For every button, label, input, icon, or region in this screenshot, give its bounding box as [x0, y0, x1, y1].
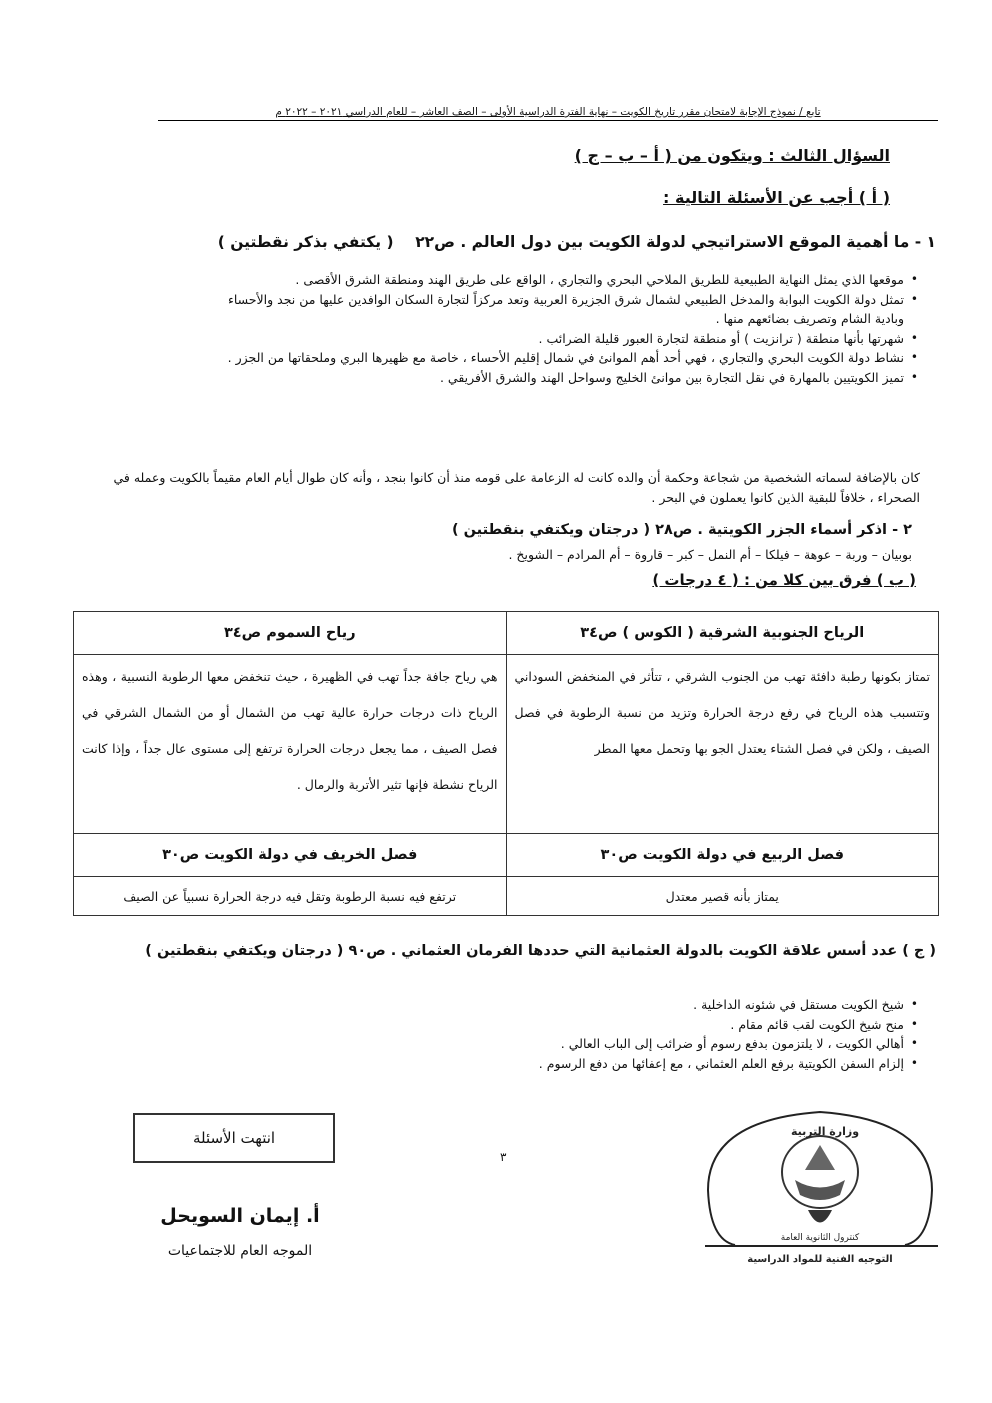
list-item: • منح شيخ الكويت لقب قائم مقام .: [539, 1015, 920, 1035]
table-header: رياح السموم ص٣٤: [74, 612, 507, 655]
q2-answer: بوبيان – وربة – عوهة – فيلكا – أم النمل – كبر – قاروة – أم المرادم – الشويخ .: [508, 547, 912, 562]
list-item: • تميز الكويتيين بالمهارة في نقل التجارة بين موانئ الخليج وسواحل الهند والشرق الأفريقي .: [215, 368, 920, 388]
question-1: ١ - ما أهمية الموقع الاستراتيجي لدولة الكويت بين دول العالم . ص٢٢ ( يكتفي بذكر نقطتين ): [217, 233, 936, 251]
list-item: • شيخ الكويت مستقل في شئونه الداخلية .: [539, 995, 920, 1015]
ministry-stamp-logo: [700, 1100, 940, 1270]
table-row: [74, 834, 939, 877]
end-of-questions-box: [133, 1113, 335, 1163]
list-item: • إلزام السفن الكويتية برفع العلم العثماني ، مع إعفائها من دفع الرسوم .: [539, 1054, 920, 1074]
list-item: • نشاط دولة الكويت البحري والتجاري ، فهي أحد أهم الموانئ في شمال إقليم الأحساء ، خاصة مع ظهيرها البري وملحقاتها من الجزر .: [215, 348, 920, 368]
svg-text:وزارة التربية: وزارة التربية: [790, 1125, 860, 1138]
table-header: فصل الربيع في دولة الكويت ص٣٠: [506, 834, 939, 877]
table-cell: تمتاز بكونها رطبة دافئة تهب من الجنوب الشرقي ، تتأثر في المنخفض السوداني وتتسبب هذه الرياح في رفع درجة الحرارة وتزيد من نسبة الرطوبة في فصل الصيف ، ولكن في فصل الشتاء يعتدل الجو بها وتحمل معها المطر: [506, 655, 939, 834]
part-a-title: ( أ ) أجب عن الأسئلة التالية :: [663, 188, 890, 207]
part-c-answer-list: [539, 995, 920, 1073]
stamp-emblem-icon: [700, 1100, 940, 1270]
section-title: السؤال الثالث : ويتكون من ( أ – ب – ج ): [574, 146, 890, 165]
part-b-title: ( ب ) فرق بين كلا من : ( ٤ درجات ): [652, 571, 916, 589]
question-2: ٢ - اذكر أسماء الجزر الكويتية . ص٢٨ ( درجتان ويكتفي بنقطتين ): [451, 522, 912, 538]
table-header: فصل الخريف في دولة الكويت ص٣٠: [74, 834, 507, 877]
signature-title: الموجه العام للاجتماعيات: [167, 1243, 313, 1259]
table-row: [74, 655, 939, 834]
list-item: • أهالي الكويت ، لا يلتزمون بدفع رسوم أو ضرائب إلى الباب العالي .: [539, 1034, 920, 1054]
q1-paragraph: كان بالإضافة لسماته الشخصية من شجاعة وحكمة أن والده كانت له الزعامة على قومه منذ أن كانوا بنجد ، وأنه كان طوال أيام العام مقيماً بالكويت وعمله في الصحراء ، خلافاً للبقية الذين كانوا يعملون في البحر .: [113, 470, 920, 505]
table-row: [74, 612, 939, 655]
part-c-title: ( ج ) عدد أسس علاقة الكويت بالدولة العثمانية التي حددها الفرمان العثماني . ص٩٠ ( درجتان ويكتفي بنقطتين ): [145, 943, 936, 959]
list-item: • شهرتها بأنها منطقة ( ترانزيت ) أو منطقة لتجارة العبور قليلة الضرائب .: [215, 329, 920, 349]
comparison-table: [73, 611, 939, 916]
end-label: انتهت الأسئلة: [192, 1129, 276, 1147]
table-cell: هي رياح جافة جداً تهب في الظهيرة ، حيث تنخفض معها الرطوبة النسبية ، وهذه الرياح ذات درجات حرارة عالية تهب من الشمال أو من الشمال الشرقي في فصل الصيف ، مما يجعل درجات الحرارة ترتفع إلى مستوى عال جداً ، وإذا كانت الرياح نشطة فإنها تثير الأتربة والرمال .: [74, 655, 507, 834]
table-cell: يمتاز بأنه قصير معتدل: [506, 877, 939, 916]
table-header: الرياح الجنوبية الشرقية ( الكوس ) ص٣٤: [506, 612, 939, 655]
table-cell: ترتفع فيه نسبة الرطوبة وتقل فيه درجة الحرارة نسبياً عن الصيف: [74, 877, 507, 916]
list-item: • تمثل دولة الكويت البوابة والمدخل الطبيعي لشمال شرق الجزيرة العربية وتعد مركزاً لتجارة السكان الوافدين عليها من نجد والأحساء وبادية الشام وتصريف بضائعهم منها .: [215, 290, 920, 329]
svg-text:التوجيه الفنية للمواد الدراسية: التوجيه الفنية للمواد الدراسية: [747, 1254, 893, 1265]
page-header: تابع / نموذج الإجابة لامتحان مقرر تاريخ الكويت – نهاية الفترة الدراسية الأولى – الصف العاشر – للعام الدراسي ٢٠٢١ – ٢٠٢٢ م: [158, 106, 938, 121]
list-item: • موقعها الذي يمثل النهاية الطبيعية للطريق الملاحي البحري والتجاري ، الواقع على طريق الهند ومنطقة الشرق الأقصى .: [215, 270, 920, 290]
table-row: [74, 877, 939, 916]
q1-answer-list: [215, 270, 920, 387]
signature-name: أ. إيمان السويحل: [160, 1205, 320, 1227]
svg-text:كنترول الثانوية العامة: كنترول الثانوية العامة: [780, 1233, 860, 1243]
page-number: ٣: [500, 1150, 507, 1164]
